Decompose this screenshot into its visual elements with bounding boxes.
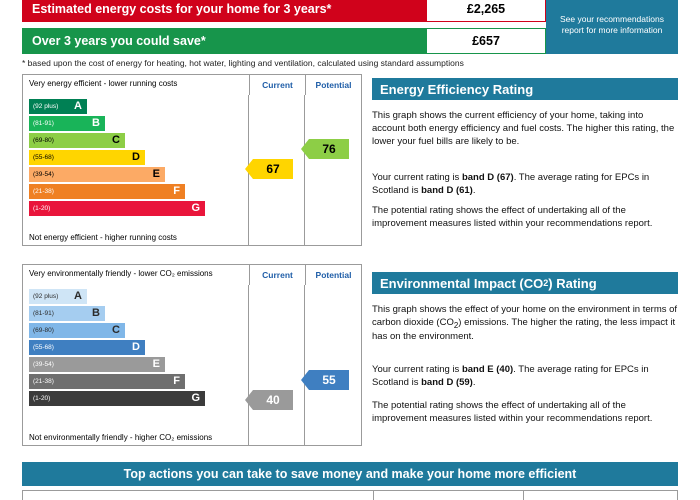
band-range: (92 plus)	[33, 293, 59, 300]
co2-p2-part3: .	[472, 376, 476, 388]
band-letter: C	[112, 324, 120, 336]
estimated-cost-value: £2,265	[426, 0, 546, 22]
co2-rating-title	[372, 272, 678, 294]
co2-impact-graph	[22, 264, 362, 446]
band-letter: D	[132, 341, 140, 353]
energy-average-band-text: band D (61)	[421, 184, 473, 196]
energy-column-divider-potential	[304, 95, 305, 245]
band-letter: G	[191, 392, 200, 404]
energy-paragraph-2	[372, 172, 678, 198]
energy-band-a	[29, 99, 87, 114]
co2-potential-rating-badge	[309, 370, 349, 390]
co2-title-suffix: ) Rating	[548, 275, 597, 291]
co2-column-divider-potential	[304, 285, 305, 445]
co2-paragraph-3: The potential rating shows the effect of undertaking all of the improvement measures listed within your recommendations report.	[372, 400, 653, 424]
left-arrow-icon	[245, 390, 253, 410]
band-letter: C	[112, 134, 120, 146]
left-arrow-icon	[301, 370, 309, 390]
band-range: (55-68)	[33, 154, 54, 161]
energy-current-band-text: band D (67)	[461, 172, 514, 183]
energy-graph-top-label: Very energy efficient - lower running costs	[29, 79, 178, 88]
co2-p2-part2: . The average rating for EPCs in Scotland is	[372, 364, 649, 388]
co2-current-rating-value: 40	[266, 393, 280, 407]
co2-p2-part1: Your current rating is	[372, 364, 462, 375]
co2-title-subscript: 2	[543, 278, 549, 288]
co2-band-d	[29, 340, 145, 355]
band-range: (21-38)	[33, 378, 54, 385]
energy-band-bars	[23, 97, 251, 218]
band-letter: A	[74, 100, 82, 112]
table-column-divider-1	[373, 491, 374, 500]
recommendations-callout: See your recommendations report for more information	[546, 0, 678, 54]
band-letter: F	[173, 375, 180, 387]
estimated-cost-label: Estimated energy costs for your home for 3 years*	[22, 0, 426, 22]
co2-current-band-text: band E (40)	[461, 364, 514, 375]
band-range: (69-80)	[33, 137, 54, 144]
band-range: (1-20)	[33, 205, 51, 212]
band-range: (81-91)	[33, 120, 54, 127]
cost-footnote: * based upon the cost of energy for heating, hot water, lighting and ventilation, calculated using standard assumptions	[22, 58, 464, 68]
band-range: (1-20)	[33, 395, 51, 402]
energy-potential-rating-value: 76	[322, 142, 336, 156]
band-letter: D	[132, 151, 140, 163]
energy-current-column-header: Current	[249, 75, 305, 95]
potential-saving-label: Over 3 years you could save*	[22, 28, 426, 54]
top-actions-table	[22, 490, 678, 500]
energy-band-g	[29, 201, 205, 216]
co2-potential-rating-value: 55	[322, 373, 336, 387]
co2-band-g	[29, 391, 205, 406]
co2-band-a	[29, 289, 87, 304]
band-letter: B	[92, 117, 100, 129]
co2-title-prefix: Environmental Impact (CO	[380, 275, 544, 291]
co2-p1-subscript: 2	[453, 320, 459, 330]
co2-band-b	[29, 306, 105, 321]
potential-saving-value: £657	[426, 28, 546, 54]
band-letter: E	[152, 168, 160, 180]
co2-average-band-text: band D (59)	[421, 376, 473, 388]
band-letter: A	[74, 290, 82, 302]
energy-paragraph-3: The potential rating shows the effect of undertaking all of the improvement measures listed within your recommendations report.	[372, 205, 653, 229]
energy-current-rating-badge	[253, 159, 293, 179]
co2-band-bars	[23, 287, 251, 408]
co2-current-column-header: Current	[249, 265, 305, 285]
left-arrow-icon	[245, 159, 253, 179]
co2-current-rating-badge	[253, 390, 293, 410]
energy-rating-title: Energy Efficiency Rating	[372, 78, 678, 100]
co2-graph-bottom-label: Not environmentally friendly - higher CO₂ emissions	[29, 433, 213, 442]
band-range: (21-38)	[33, 188, 54, 195]
band-letter: F	[173, 185, 180, 197]
co2-p1-part2: ) emissions. The higher the rating, the less impact it has on the environment.	[372, 316, 676, 343]
top-actions-banner: Top actions you can take to save money and make your home more efficient	[22, 462, 678, 486]
band-letter: E	[152, 358, 160, 370]
energy-current-rating-value: 67	[266, 162, 280, 176]
energy-band-c	[29, 133, 125, 148]
energy-p2-part3: .	[472, 184, 476, 196]
band-range: (39-54)	[33, 171, 54, 178]
co2-band-f	[29, 374, 185, 389]
energy-p2-part1: Your current rating is	[372, 172, 462, 183]
table-column-divider-2	[523, 491, 524, 500]
co2-paragraph-1	[372, 304, 678, 344]
energy-band-b	[29, 116, 105, 131]
energy-potential-rating-badge	[309, 139, 349, 159]
co2-p1-part1: This graph shows the effect of your home on the environment in terms of carbon dioxide (CO	[372, 304, 678, 328]
band-range: (92 plus)	[33, 103, 59, 110]
co2-potential-column-header: Potential	[305, 265, 361, 285]
co2-graph-top-label: Very environmentally friendly - lower CO₂ emissions	[29, 269, 213, 278]
band-range: (69-80)	[33, 327, 54, 334]
co2-band-e	[29, 357, 165, 372]
energy-efficiency-graph	[22, 74, 362, 246]
energy-paragraph-1: This graph shows the current efficiency of your home, taking into account both energy efficiency and fuel costs. The higher this rating, the lower your fuel bills are likely to be.	[372, 110, 675, 147]
band-range: (39-54)	[33, 361, 54, 368]
band-letter: G	[191, 202, 200, 214]
co2-paragraph-2	[372, 364, 678, 390]
band-range: (55-68)	[33, 344, 54, 351]
energy-graph-bottom-label: Not energy efficient - higher running costs	[29, 233, 177, 242]
energy-band-e	[29, 167, 165, 182]
band-letter: B	[92, 307, 100, 319]
band-range: (81-91)	[33, 310, 54, 317]
left-arrow-icon	[301, 139, 309, 159]
energy-band-d	[29, 150, 145, 165]
co2-band-c	[29, 323, 125, 338]
energy-potential-column-header: Potential	[305, 75, 361, 95]
energy-p2-part2: . The average rating for EPCs in Scotland is	[372, 172, 650, 196]
energy-band-f	[29, 184, 185, 199]
